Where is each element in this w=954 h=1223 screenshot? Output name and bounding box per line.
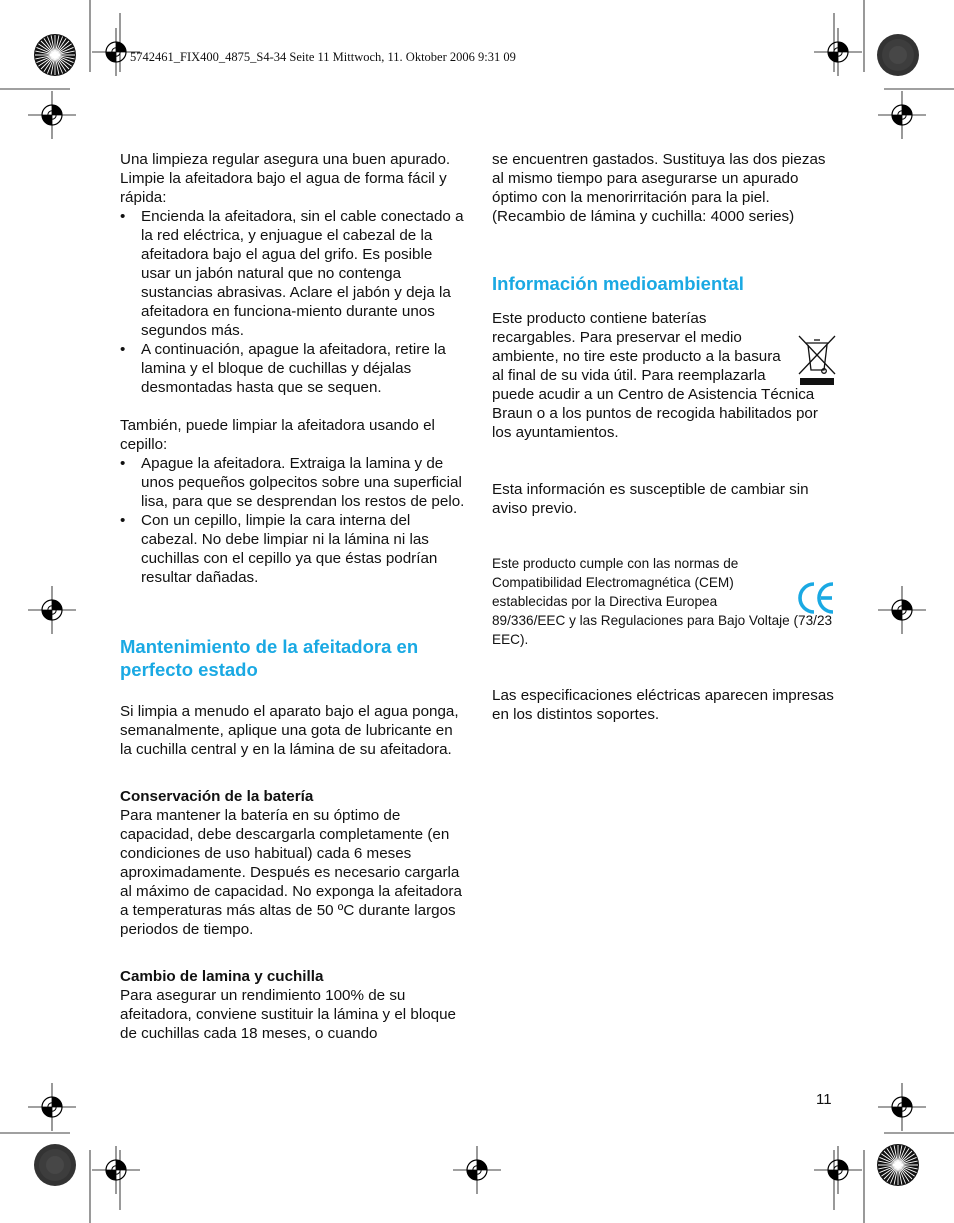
electrical-specs-text: Las especificaciones eléctricas aparecen impresas en los distintos soportes.: [492, 687, 834, 723]
foil-change-text: Para asegurar un rendimiento 100% de su afeitadora, conviene sustituir la lámina y el bloque de cuchillas cada 18 meses, o cuando: [120, 987, 457, 1042]
color-bar-circle-icon: [877, 34, 919, 76]
registration-mark-icon: [814, 1146, 862, 1194]
right-column: [492, 150, 837, 724]
environment-heading: Información medioambiental: [492, 273, 744, 294]
ce-compliance-text: Este producto cumple con las normas de Compatibilidad Electromagnética (CEM) establecidas por la Directiva Europea 89/336/EEC y las Regulaciones para Bajo Voltaje (73/23 EEC).: [492, 556, 833, 647]
maintenance-text: Si limpia a menudo el aparato bajo el agua ponga, semanalmente, aplique una gota de lubricante en la cuchilla central y en la lámina de su afeitadora.: [120, 703, 459, 758]
list-item: • Apague la afeitadora. Extraiga la lamina y de unos pequeños golpecitos sobre una superficial lisa, para que se desprendan los restos de pelo.: [120, 454, 465, 511]
starburst-color-bar-icon: [877, 1144, 919, 1186]
starburst-color-bar-icon: [34, 34, 76, 76]
print-slug: 5742461_FIX400_4875_S4-34 Seite 11 Mittwoch, 11. Oktober 2006 9:31 09: [130, 50, 516, 64]
brush-intro: También, puede limpiar la afeitadora usando el cepillo:: [120, 417, 435, 453]
list-item: • Con un cepillo, limpie la cara interna del cabezal. No debe limpiar ni la lámina ni las cuchillas con el cepillo ya que éstas podrían resultar dañadas.: [120, 511, 465, 587]
change-notice: Esta información es susceptible de cambiar sin aviso previo.: [492, 481, 809, 517]
battery-text: Para mantener la batería en su óptimo de capacidad, debe descargarla completamente (en condiciones de uso habitual) cada 6 meses aproximadamente. Después es necesario cargarla al máximo de capacidad. No exponga la afeitadora a temperaturas más altas de 50 ºC durante largos periodos de tiempo.: [120, 807, 462, 938]
list-item: • A continuación, apague la afeitadora, retire la lamina y el bloque de cuchillas y déjalas desmontadas hasta que se sequen.: [120, 340, 465, 397]
registration-mark-icon: [878, 91, 926, 139]
ce-mark-icon: [796, 580, 836, 616]
foil-change-heading: Cambio de lamina y cuchilla: [120, 968, 324, 985]
list-item: • Encienda la afeitadora, sin el cable conectado a la red eléctrica, y enjuague el cabezal de la afeitadora bajo el agua del grifo. Es posible usar un jabón natural que no contenga sustancias abrasivas. Aclare el jabón y deja la afeitadora en funciona-miento durante unos segundos más.: [120, 207, 465, 340]
registration-mark-icon: [28, 586, 76, 634]
brush-steps-list: [120, 454, 465, 587]
cleaning-intro: Una limpieza regular asegura una buen apurado. Limpie la afeitadora bajo el agua de forma fácil y rápida:: [120, 151, 451, 206]
battery-heading: Conservación de la batería: [120, 788, 314, 805]
registration-mark-icon: [92, 1146, 140, 1194]
left-column: [120, 150, 465, 1043]
replacement-part: (Recambio de lámina y cuchilla: 4000 series): [492, 208, 795, 225]
page-number: 11: [816, 1091, 832, 1108]
registration-mark-icon: [878, 1083, 926, 1131]
registration-mark-icon: [814, 28, 862, 76]
registration-mark-icon: [453, 1146, 501, 1194]
registration-mark-icon: [878, 586, 926, 634]
registration-mark-icon: [28, 1083, 76, 1131]
registration-mark-icon: [28, 91, 76, 139]
color-bar-circle-icon: [34, 1144, 76, 1186]
foil-change-continued: se encuentren gastados. Sustituya las dos piezas al mismo tiempo para asegurarse un apurado óptimo con la menorirritación para la piel.: [492, 151, 826, 206]
cleaning-steps-list: [120, 207, 465, 397]
crossed-out-wheeled-bin-icon: [797, 334, 837, 388]
environment-text: Este producto contiene baterías recargables. Para preservar el medio ambiente, no tire este producto a la basura al final de su vida útil. Para reemplazarla puede acudir a un Centro de Asistencia Técnica Braun o a los puntos de recogida habilitados por los ayuntamientos.: [492, 310, 818, 441]
maintenance-heading: Mantenimiento de la afeitadora en perfecto estado: [120, 636, 419, 680]
